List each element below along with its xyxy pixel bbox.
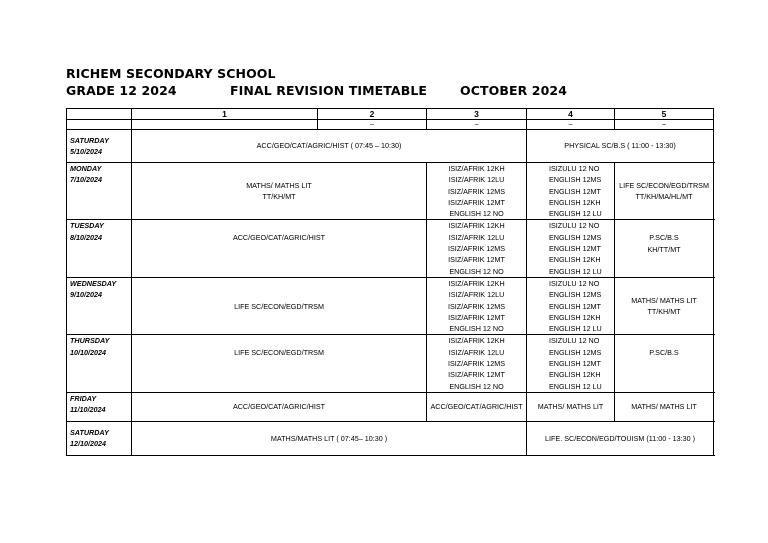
session-cell (132, 220, 427, 277)
session-cell (427, 220, 527, 277)
class-line: ENGLISH 12MS (549, 175, 602, 185)
class-line: ENGLISH 12KH (549, 312, 601, 322)
day-date: 10/10/2024 (70, 347, 106, 357)
session-cell: MATHS/MATHS LIT ( 07:45– 10:30 ) (132, 421, 527, 455)
day-cell (67, 392, 132, 421)
row-wednesday (67, 277, 714, 334)
class-line: ENGLISH 12KH (549, 197, 601, 207)
session-cell (427, 335, 527, 392)
class-line: ISIZ/AFRIK 12LU (448, 347, 505, 357)
class-line: ENGLISH 12 NO (449, 324, 504, 334)
subject-line: MATHS/ MATHS LIT (246, 180, 312, 190)
grade-label: GRADE 12 2024 (66, 83, 177, 98)
subject-line: ACC/GEO/CAT/AGRIC/HIST (232, 233, 326, 243)
class-line: ISIZ/AFRIK 12MT (448, 255, 505, 265)
timetable-title: FINAL REVISION TIMETABLE (230, 83, 428, 98)
class-line: ISIZ/AFRIK 12KH (448, 278, 505, 288)
class-line: ISIZ/AFRIK 12LU (448, 290, 505, 300)
row-tuesday (67, 220, 714, 277)
dash-cell: – (615, 120, 714, 130)
class-line: ISIZ/AFRIK 12MS (447, 359, 506, 369)
month-label: OCTOBER 2024 (460, 83, 567, 98)
teacher-line: TT/KH/MA/HL/MT (635, 192, 693, 202)
column-header-3: 3 (427, 109, 527, 120)
column-number-row (67, 109, 714, 120)
day-cell (67, 163, 132, 220)
class-line: ISIZULU 12 NO (549, 278, 600, 288)
session-cell: PHYSICAL SC/B.S ( 11:00 - 13:30) (527, 130, 714, 163)
subject-line: LIFE SC/ECON/EGD/TRSM (234, 301, 324, 311)
session-cell (615, 220, 714, 277)
class-line: ISIZ/AFRIK 12MT (448, 312, 505, 322)
session-cell: MATHS/ MATHS LIT (615, 392, 714, 421)
class-line: ENGLISH 12MS (549, 347, 602, 357)
day-date: 7/10/2024 (70, 175, 102, 185)
class-line: ENGLISH 12MT (549, 244, 601, 254)
session-cell (615, 163, 714, 220)
day-cell (67, 277, 132, 334)
row-thursday (67, 335, 714, 392)
class-line: ISIZ/AFRIK 12KH (448, 336, 505, 346)
session-cell (132, 163, 427, 220)
subject-line: LIFE SC/ECON/EGD/TRSM (234, 348, 324, 358)
school-name: RICHEM SECONDARY SCHOOL (66, 66, 276, 81)
dash-cell: – (318, 120, 427, 130)
session-cell: LIFE. SC/ECON/EGD/TOUISM (11:00 - 13:30 ) (527, 421, 714, 455)
day-cell (67, 220, 132, 277)
column-header-1: 1 (132, 109, 318, 120)
class-line: ENGLISH 12MS (549, 232, 602, 242)
class-line: ENGLISH 12MT (549, 301, 601, 311)
row-saturday-2 (67, 421, 714, 455)
subject-line: LIFE SC/ECON/EGD/TRSM (619, 180, 709, 190)
session-cell (527, 220, 615, 277)
day-name: SATURDAY (70, 135, 109, 145)
session-cell: ACC/GEO/CAT/AGRIC/HIST (427, 392, 527, 421)
day-name: THURSDAY (70, 336, 110, 346)
day-date: 8/10/2024 (70, 232, 102, 242)
class-line: ENGLISH 12 LU (549, 266, 602, 276)
day-name: FRIDAY (70, 393, 97, 403)
column-header-2: 2 (318, 109, 427, 120)
day-name: SATURDAY (70, 428, 109, 438)
class-line: ISIZULU 12 NO (549, 164, 600, 173)
class-line: ISIZ/AFRIK 12MT (448, 197, 505, 207)
corner-cell (67, 109, 132, 120)
class-line: ISIZ/AFRIK 12LU (448, 175, 505, 185)
day-name: WEDNESDAY (70, 278, 117, 288)
class-line: ISIZ/AFRIK 12MS (447, 244, 506, 254)
class-line: ISIZ/AFRIK 12MS (447, 301, 506, 311)
session-cell: MATHS/ MATHS LIT (527, 392, 615, 421)
teacher-line: TT/KH/MT (647, 307, 681, 317)
row-saturday-1 (67, 130, 714, 163)
class-line: ENGLISH 12KH (549, 255, 601, 265)
class-line: ENGLISH 12MS (549, 290, 602, 300)
session-cell (527, 163, 615, 220)
day-date: 12/10/2024 (70, 439, 106, 449)
session-cell (615, 277, 714, 334)
session-cell (132, 277, 427, 334)
class-line: ISIZ/AFRIK 12KH (448, 164, 505, 173)
row-friday (67, 392, 714, 421)
teacher-line: TT/KH/MT (262, 192, 296, 202)
dash-row (67, 120, 714, 130)
class-line: ENGLISH 12 NO (449, 209, 504, 219)
dash-cell (132, 120, 318, 130)
column-header-5: 5 (615, 109, 714, 120)
session-cell (527, 277, 615, 334)
day-date: 9/10/2024 (70, 290, 102, 300)
class-line: ENGLISH 12 LU (549, 209, 602, 219)
day-date: 11/10/2024 (70, 405, 106, 415)
day-cell (67, 335, 132, 392)
class-line: ISIZ/AFRIK 12LU (448, 232, 505, 242)
subject-line: P.SC/B.S (649, 348, 679, 358)
revision-timetable (66, 108, 714, 456)
session-cell (527, 335, 615, 392)
session-cell: ACC/GEO/CAT/AGRIC/HIST ( 07:45 – 10:30) (132, 130, 527, 163)
session-cell (427, 163, 527, 220)
dash-corner-cell (67, 120, 132, 130)
teacher-line: KH/TT/MT (647, 244, 681, 254)
session-cell (615, 335, 714, 392)
session-cell: ACC/GEO/CAT/AGRIC/HIST (132, 392, 427, 421)
class-line: ENGLISH 12 NO (449, 381, 504, 391)
class-line: ISIZULU 12 NO (549, 336, 600, 346)
day-date: 5/10/2024 (70, 147, 102, 156)
dash-cell: – (527, 120, 615, 130)
session-cell (132, 335, 427, 392)
day-name: TUESDAY (70, 221, 104, 231)
class-line: ENGLISH 12KH (549, 370, 601, 380)
class-line: ENGLISH 12 LU (549, 324, 602, 334)
class-line: ISIZ/AFRIK 12KH (448, 221, 505, 231)
column-header-4: 4 (527, 109, 615, 120)
class-line: ISIZ/AFRIK 12MT (448, 370, 505, 380)
row-monday (67, 163, 714, 220)
day-cell (67, 130, 132, 163)
subject-line: MATHS/ MATHS LIT (631, 295, 697, 305)
class-line: ENGLISH 12MT (549, 186, 601, 196)
class-line: ISIZ/AFRIK 12MS (447, 186, 506, 196)
dash-cell: – (427, 120, 527, 130)
class-line: ENGLISH 12MT (549, 359, 601, 369)
class-line: ISIZULU 12 NO (549, 221, 600, 231)
day-name: MONDAY (70, 164, 102, 173)
class-line: ENGLISH 12 NO (449, 266, 504, 276)
session-cell (427, 277, 527, 334)
day-cell (67, 421, 132, 455)
class-line: ENGLISH 12 LU (549, 381, 602, 391)
subject-line: P.SC/B.S (649, 233, 679, 243)
